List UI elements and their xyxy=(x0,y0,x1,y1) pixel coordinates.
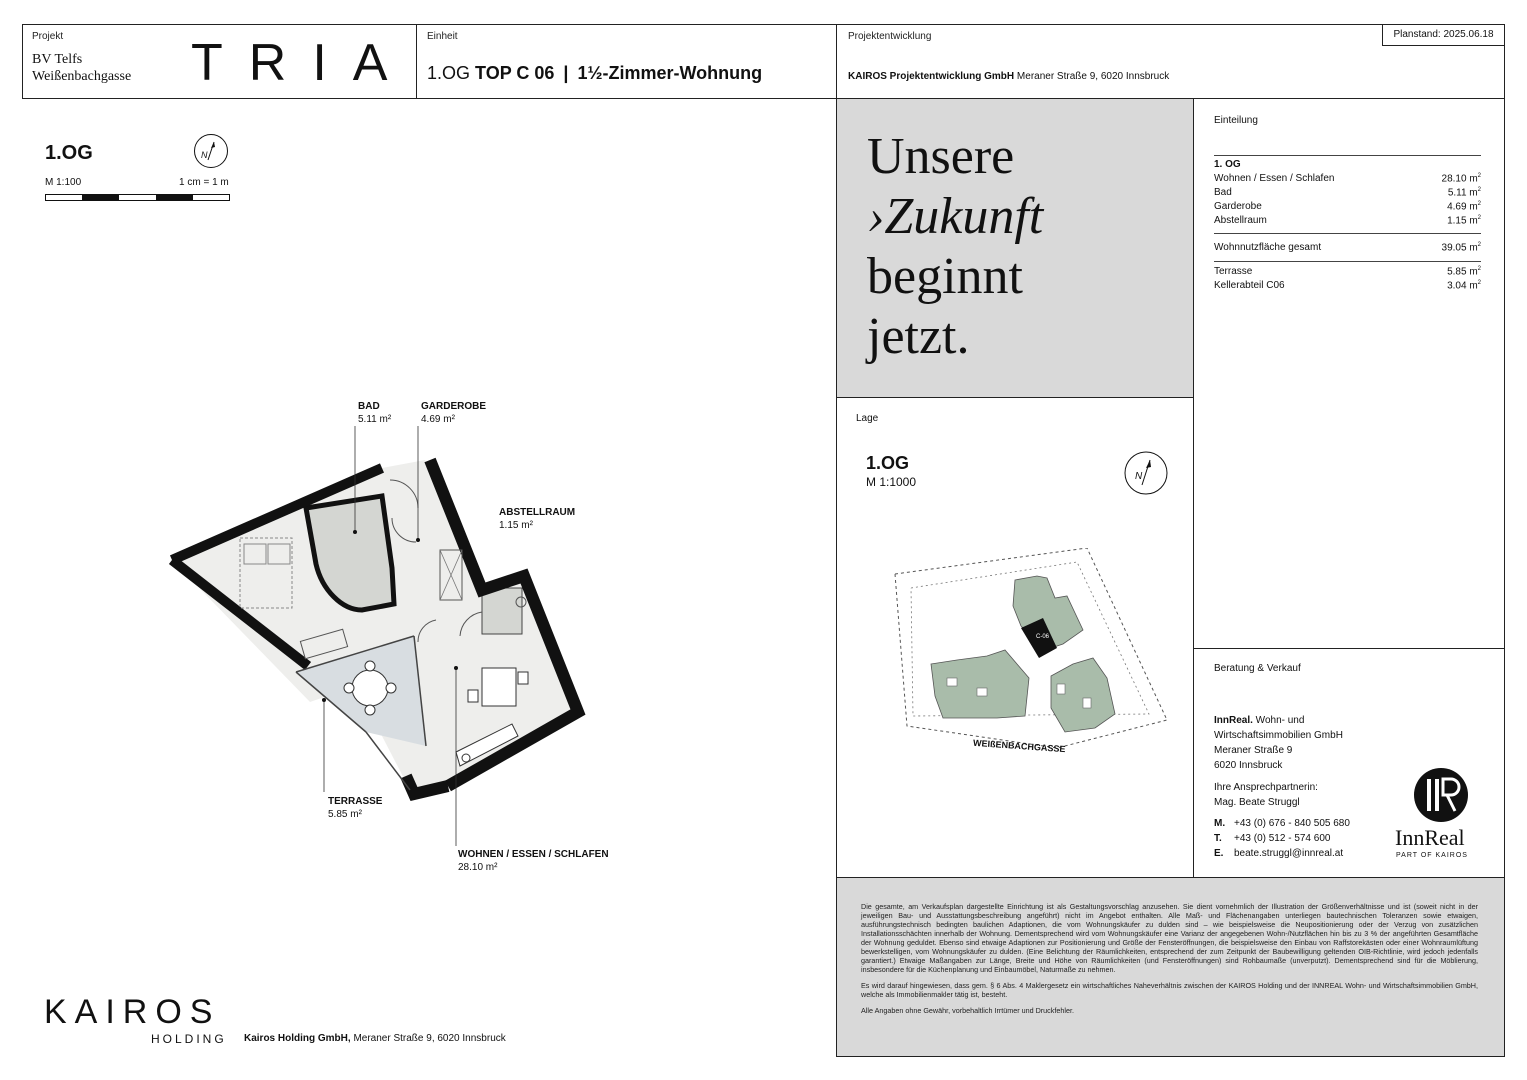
hero-panel xyxy=(836,98,1194,398)
room-area: 5.11 m² xyxy=(358,414,392,425)
area-row: Bad 5.11 $m^2$ xyxy=(1214,187,1481,199)
lage-panel xyxy=(836,397,1194,878)
lage-north-letter: N xyxy=(1135,471,1143,482)
beratung-street: Meraner Straße 9 xyxy=(1214,745,1293,756)
divider xyxy=(1214,233,1481,234)
project-label: Projekt xyxy=(32,31,64,42)
innreal-logo-name: InnReal xyxy=(1395,825,1465,850)
label-garderobe xyxy=(421,400,486,426)
area-value: 4.69 m xyxy=(1447,201,1478,213)
area-label: Wohnnutzfläche gesamt xyxy=(1214,242,1322,253)
area-label: Terrasse xyxy=(1214,266,1253,277)
room-area: 5.85 m² xyxy=(328,809,362,820)
area-row: Abstellraum 1.15 $m^2$ xyxy=(1214,215,1481,227)
beratung-company-line2: Wirtschaftsimmobilien GmbH xyxy=(1214,730,1343,741)
unit-type: 1½-Zimmer-Wohnung xyxy=(577,63,763,83)
disclaimer-paragraph-3: Alle Angaben ohne Gewähr, vorbehaltlich Irrtümer und Druckfehler. xyxy=(861,1006,1074,1015)
area-value: 28.10 m xyxy=(1441,173,1478,185)
label-abstellraum xyxy=(499,506,575,532)
north-arrow-icon xyxy=(193,133,229,169)
header-project-cell xyxy=(22,24,417,99)
building-b xyxy=(1051,658,1115,732)
area-value: 5.11 m xyxy=(1447,187,1478,199)
innreal-logo-sub: PART OF KAIROS xyxy=(1396,852,1468,859)
beratung-phone[interactable]: T. +43 (0) 512 - 574 600 xyxy=(1214,833,1331,844)
header-unit-cell xyxy=(416,24,837,99)
einteilung-title: Einteilung xyxy=(1214,115,1258,126)
area-label: Kellerabteil C06 xyxy=(1214,280,1285,291)
scale-bar xyxy=(45,193,231,202)
area-row: Garderobe 4.69 $m^2$ xyxy=(1214,201,1481,213)
area-row: Terrasse 5.85 $m^2$ xyxy=(1214,266,1481,278)
beratung-email[interactable]: E. beate.struggl@innreal.at xyxy=(1214,848,1344,859)
building-a xyxy=(931,650,1029,718)
lage-scale: M 1:1000 xyxy=(866,475,917,489)
plan-scale-ratio: 1 cm = 1 m xyxy=(179,177,229,188)
einteilung-floor: 1. OG xyxy=(1214,159,1241,170)
developer-label: Projektentwicklung xyxy=(848,31,932,42)
label-bad xyxy=(358,400,391,426)
site-unit-tag: C-06 xyxy=(1036,634,1050,640)
hero-slogan xyxy=(867,127,1043,367)
divider xyxy=(1214,261,1481,262)
room-name: TERRASSE xyxy=(328,796,383,807)
project-line-1: BV Telfs xyxy=(32,52,83,67)
beratung-mobile[interactable]: M. +43 (0) 676 - 840 505 680 xyxy=(1214,818,1350,829)
room-name: GARDEROBE xyxy=(421,401,487,412)
area-value: 5.85 m xyxy=(1447,266,1478,278)
disclaimer-panel xyxy=(836,877,1505,1057)
unit-label: Einheit xyxy=(427,31,458,42)
beratung-panel xyxy=(1193,648,1505,878)
footer-address: Meraner Straße 9, 6020 Innsbruck xyxy=(350,1033,506,1044)
plan-floor-title: 1.OG xyxy=(45,142,93,164)
area-value: 39.05 m xyxy=(1441,242,1478,254)
beratung-company: InnReal. Wohn- und xyxy=(1214,715,1305,726)
disclaimer-paragraph-2: Es wird darauf hingewiesen, dass gem. § 6 Abs. 4 Maklergesetz ein wirtschaftliches Naheverhältnis zwischen der KAIROS Holding und der INNREAL Wohn- und Wirtschaftsimmobilien GmbH, welche als Immobilienmakler tätig ist, besteht. xyxy=(861,981,1478,999)
site-street-label: WEIßENBACHGASSE xyxy=(972,737,1066,755)
lage-floor: 1.OG xyxy=(866,453,910,473)
unit-floor: 1.OG xyxy=(427,63,471,83)
lage-title: Lage xyxy=(856,413,879,424)
beratung-title: Beratung & Verkauf xyxy=(1214,663,1301,674)
beratung-contact-name: Mag. Beate Struggl xyxy=(1214,797,1300,808)
area-row: Kellerabteil C06 3.04 $m^2$ xyxy=(1214,280,1481,292)
footer-company: Kairos Holding GmbH, xyxy=(244,1033,351,1044)
room-area: 1.15 m² xyxy=(499,520,533,531)
area-label: Abstellraum xyxy=(1214,215,1267,226)
plan-scale: M 1:100 xyxy=(45,177,82,188)
label-terrasse xyxy=(328,795,382,821)
beratung-contact-label: Ihre Ansprechpartnerin: xyxy=(1214,782,1318,793)
hero-word-zukunft: Zukunft xyxy=(884,188,1044,245)
planstand-badge: Planstand: 2025.06.18 xyxy=(1382,24,1505,46)
site-plan xyxy=(887,548,1177,758)
room-area: 4.69 m² xyxy=(421,414,455,425)
area-value: 1.15 m xyxy=(1447,215,1478,227)
innreal-logo-icon xyxy=(1413,767,1469,823)
area-label: Wohnen / Essen / Schlafen xyxy=(1214,173,1335,184)
area-row: Wohnen / Essen / Schlafen 28.10 $m^2$ xyxy=(1214,173,1481,185)
room-area: 28.10 m² xyxy=(458,862,498,873)
hero-line-1: Unsere xyxy=(867,128,1015,185)
project-line-2: Weißenbachgasse xyxy=(32,69,132,84)
area-value: 3.04 m xyxy=(1447,280,1478,292)
room-name: WOHNEN / ESSEN / SCHLAFEN xyxy=(458,849,609,860)
unit-title xyxy=(427,63,762,84)
developer-address: Meraner Straße 9, 6020 Innsbruck xyxy=(1016,71,1170,82)
project-name xyxy=(32,51,131,85)
room-name: BAD xyxy=(358,401,380,412)
footer-company-line xyxy=(244,1033,506,1044)
area-label: Garderobe xyxy=(1214,201,1262,212)
area-total-row: Wohnnutzfläche gesamt 39.05 $m^2$ xyxy=(1214,242,1481,254)
label-wohnen xyxy=(458,848,609,874)
hero-line-2 xyxy=(867,187,1043,247)
hero-line-3: beginnt xyxy=(867,248,1023,305)
beratung-city: 6020 Innsbruck xyxy=(1214,760,1283,771)
unit-top: TOP C 06 xyxy=(475,63,555,83)
tria-logo: TRIA xyxy=(191,34,414,92)
kairos-logo-sub: HOLDING xyxy=(151,1032,227,1046)
developer-info xyxy=(848,71,1169,82)
kairos-logo: KAIROS xyxy=(44,993,221,1031)
developer-company: KAIROS Projektentwicklung GmbH xyxy=(848,71,1015,82)
unit-separator: | xyxy=(563,63,569,83)
disclaimer-paragraph-1: Die gesamte, am Verkaufsplan dargestellte Einrichtung ist als Gestaltungsvorschlag anzusehen. Sie dient vornehmlich der Illustration der Größenverhältnisse und ist (soweit nicht in der jeweiligen Bau- und Ausstattungsbeschreibung angeführt) nicht im Angebot enthalten. Alle Maß- und Flächenangaben unterliegen bautechnischen Toleranzen sowie etwaigen, ausführungstechnisch bedingten baulichen Adaptionen, die vom Wohnungskäufer zu dulden sind – wie beispielsweise die Neupositionierung oder der Verzug von zusätzlichen Installationsschächten innerhalb der Wohnung. Dementsprechend wird vom Wohnungskäufer eine Varianz der angegebenen Wohn-/Nutzflächen hin bis zu 3 % der angeführten Gesamtfläche der Wohnung geduldet. Ebenso sind etwaige Adaptionen zur Positionierung und Größe der Fensteröffnungen, die beispielsweise den Einbau von Raffstorekästen oder einer Wohnraumlüftung bewerkstelligen, vom Wohnungskäufer zu dulden. (Eine Belichtung der Räumlichkeiten, entsprechend der zum Zeitpunkt der Baubewilligung geltenden OIB-Richtlinie, wird jedoch jedenfalls garantiert.) Etwaige Maßangaben zur Länge, Breite und Höhe von Räumlichkeiten (und Fensteröffnungen) sind Rohbaumaße (unverputzt). Dementsprechend sind für die Möblierung, insbesondere für die Küchenplanung und Einbaumöbel, Naturmaße zu nehmen. xyxy=(861,902,1478,974)
lage-north-arrow-icon xyxy=(1123,450,1169,496)
hero-line-4: jetzt. xyxy=(867,308,970,365)
einteilung-panel xyxy=(1193,98,1505,649)
north-letter: N xyxy=(201,150,208,160)
room-name: ABSTELLRAUM xyxy=(499,507,576,518)
plan-leader-lines xyxy=(300,420,480,860)
storage-area xyxy=(482,588,522,634)
hero-mark: › xyxy=(867,188,885,245)
divider xyxy=(1214,155,1481,156)
area-label: Bad xyxy=(1214,187,1232,198)
